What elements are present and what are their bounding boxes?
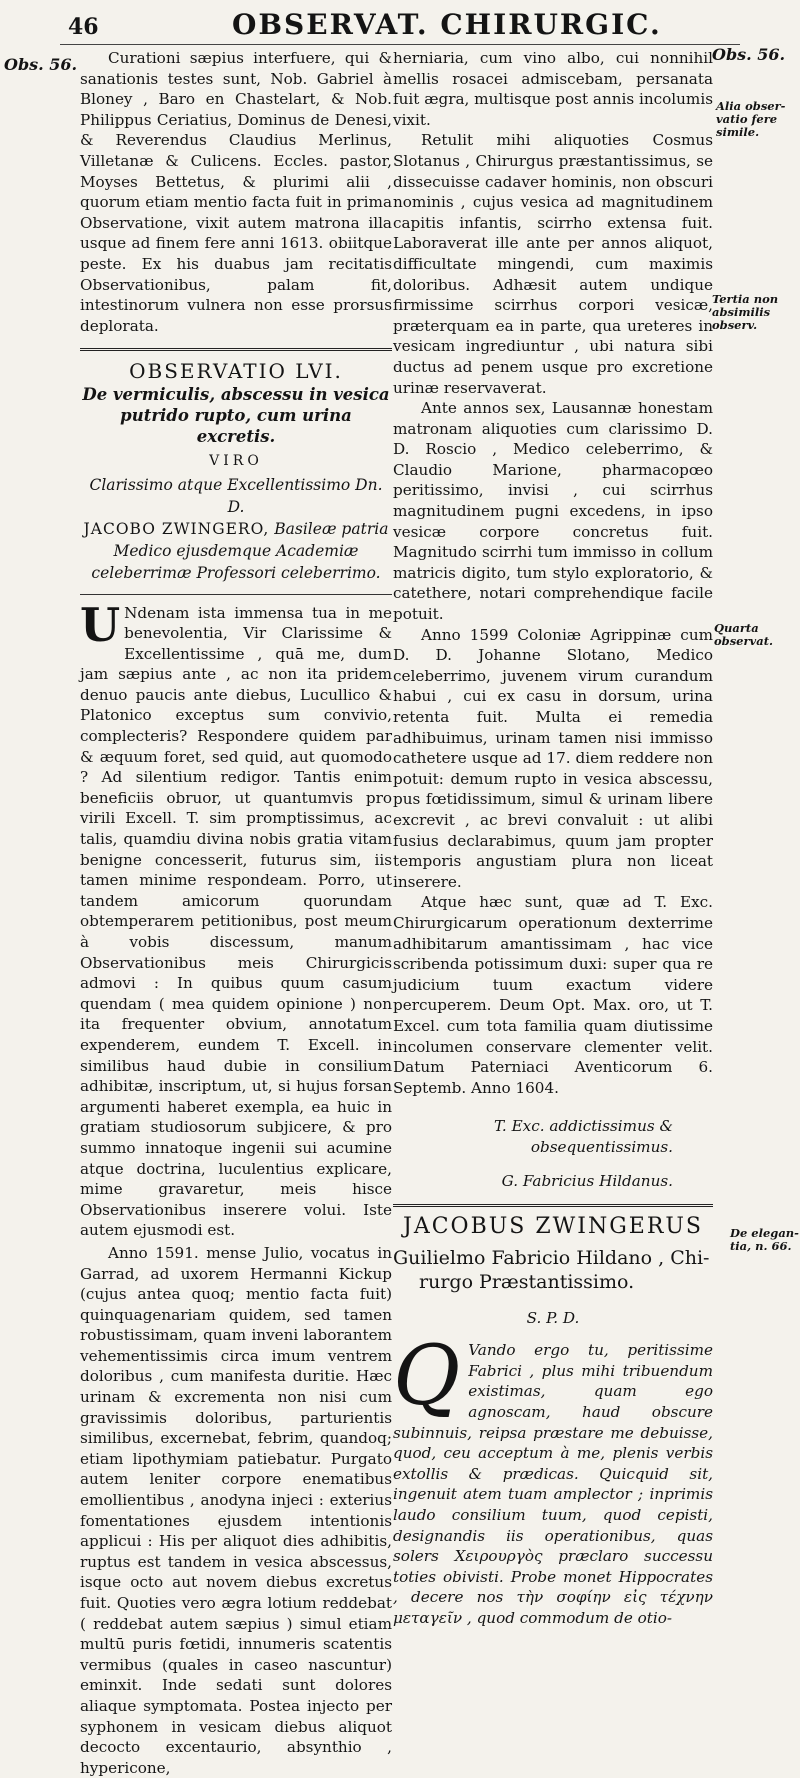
right-paragraph-6	[393, 1329, 713, 1628]
margin-note-alia-observatio: Alia obser- vatio fere simile.	[716, 99, 786, 139]
reply-addressee	[393, 1246, 713, 1294]
left-paragraph-3: Anno 1591. mense Julio, vocatus in Garrad, ad uxorem Hermanni Kickup (cujus antea quoq; mentio facta fuit) quinquagenariam quidem, sed tamen robustissimam, quam inveni laborantem vehementissimis circa imum ventrem doloribus , cum manifesta duritie. Hæc urinam & excrementa non nisi cum gravissimis doloribus, parturientis similibus, excernebat, febrim, quandoq; etiam lipothymiam patiebatur. Purgato autem leniter corpore enematibus emollientibus , anodyna injeci : exterius fomentationes ejusdem intentionis applicui : His per aliquot dies adhibitis, ruptus est tandem in vesica abscessus, isque octo aut novem diebus excretus fuit. Quoties vero ægra lotium reddebat ( reddebat autem sæpius ) simul etiam multū puris fœtidi, innumeris scatentis vermibus (quales in caseo nascuntur) eminxit. Inde sedati sunt dolores aliaque symptomata. Postea injecto per syphonem in vesicam diebus aliquot decocto excentaurio, absynthio , hypericone,	[80, 1243, 392, 1777]
dedication-line-1: Clarissimo atque Excellentissimo Dn. D.	[89, 475, 383, 516]
margin-note-tertia: Tertia non absimilis observ.	[712, 292, 779, 332]
letter-closing: T. Exc. addictissimus & obsequentissimus.	[494, 1117, 673, 1156]
right-paragraph-2: Retulit mihi aliquoties Cosmus Slotanus , Chirurgus præstantissimus, se dissecuisse cadaver hominis, non obscuri nominis , cujus vesica ad magnitudinem capitis infantis, scirrho extensa fuit. Laboraverat ille ante per annos aliquot, difficultate mingendi, cum maximis doloribus. Adhæsit autem undique firmissime scirrhus corpori vesicæ, præterquam ea in parte, qua ureteres in vesicam ingrediuntur , ubi natura sibi ductus ad penem usque pro excretione urinæ reservaverat.	[393, 131, 713, 397]
margin-note-de-elegantia: De elegan- tia, n. 66.	[730, 1226, 799, 1253]
right-paragraph-5: Atque hæc sunt, quæ ad T. Exc. Chirurgicarum operationum dexterrime adhibitarum amantissimam , hac vice scribenda potissimum duxi: super qua re judicium tuum exactum videre percuperem. Deum Opt. Max. oro, ut T. Excel. cum tota familia quam diutissime incolumen conservare clementer velit. Datum Paterniaci Aventicorum 6. Septemb. Anno 1604.	[393, 893, 713, 1097]
right-paragraph-4: Anno 1599 Coloniæ Agrippinæ cum D. D. Johanne Slotano, Medico celeberrimo, juvenem virum curandum habui , cui ex casu in dorsum, urina retenta fuit. Multa ei remedia adhibuimus, urinam tamen nisi immisso cathetere usque ad 17. diem reddere non potuit: demum rupto in vesica abscessu, pus fœtidissimum, simul & urinam libere excrevit , ac brevi convaluit : ut alibi fusius declarabimus, quum jam propter temporis angustiam plura non liceat inserere.	[393, 625, 713, 891]
left-paragraph-2-text: Ndenam ista immensa tua in me benevolentia, Vir Clarissime & Excellentissime , quā me, dum jam sæpius ante , ac non ita pridem denuo paucis ante diebus, Lucullico & Platonico exceptus sum convivio, complecteris? Respondere quidem par & æquum foret, sed quid, aut quomodo ? Ad silentium redigor. Tantis enim beneficiis obruor, ut quantumvis pro virili Excell. T. sim promptissimus, ac talis, quamdiu divina nobis gratia vitam benigne concesserit, futurus sim, iis tamen minime respondeam. Porro, ut tandem amicorum quorundam obtemperarem petitionibus, post meum à vobis discessum, manum Observationibus meis Chirurgicis admovi : In quibus quum casum quendam ( mea quidem opinione ) non ita frequenter obvium, annotatum expenderem, eundem T. Excell. in similibus haud dubie in consilium adhibitæ, inscriptum, ut, si hujus forsan argumenti haberet exempla, ea huic in gratiam studiosorum subjicere, & pro summo innatoque ingenii sui acumine atque doctrina, luculentius explicare, mime gravaretur, meis hisce Observationibus inserere volui. Iste autem ejusmodi est.	[80, 603, 392, 1240]
right-paragraph-1: herniaria, cum vino albo, cui nonnihil mellis rosacei admiscebam, persanata fuit ægra, multisque post annis incolumis vixit.	[393, 49, 713, 129]
right-column	[393, 48, 713, 1629]
dedication-block	[80, 474, 392, 584]
right-paragraph-6-text: Vando ergo tu, peritissime Fabrici , plus mihi tribuendum existimas, quam ego agnoscam, haud obscure subinnuis, reipsa præstare me debuisse, quod, ceu acceptum à me, plenis verbis extollis & prædicas. Quicquid sit, ingenuit atem tuam amplector ; inprimis laudo consilium tuum, quod cepisti, designandis iis operationibus, quas solers Χειρουργὸς præclaro successu toties obivisti. Probe monet Hippocrates , decere nos τὴν σοφίην εἰς τέχνην μεταγεῖν , quod commodum de otio-	[393, 1341, 713, 1627]
margin-note-obs-left: Obs. 56.	[4, 55, 78, 74]
margin-note-quarta: Quarta observat.	[714, 621, 774, 648]
addressee-name: Guilielmo Fabricio Hildano , Chi-	[393, 1246, 710, 1269]
left-paragraph-1: Curationi sæpius interfuere, qui & sanationis testes sunt, Nob. Gabriel à Bloney , Baro en Chastelart, & Nob. Philippus Ceriatius, Dominus de Denesi, & Reverendus Claudius Merlinus, Villetanæ & Culicens. Eccles. pastor, Moyses Bettetus, & plurimi alii , quorum etiam mentio facta fuit in prima Observatione, vixit autem matrona illa usque ad finem fere anni 1613. obiitque peste. Ex his duabus jam recitatis Observationibus, palam fit, intestinorum vulnera non esse prorsus deplorata.	[80, 49, 392, 335]
dropcap-u: U	[80, 597, 121, 652]
letter-signature: G. Fabricius Hildanus.	[501, 1172, 673, 1191]
observation-title: OBSERVATIO LVI.	[129, 359, 343, 384]
left-paragraph-2	[80, 597, 392, 1241]
page-number: 46	[68, 14, 99, 40]
reply-heading: JACOBUS ZWINGERUS	[403, 1214, 703, 1240]
running-title: OBSERVAT. CHIRURGIC.	[232, 8, 662, 41]
section-divider	[80, 348, 392, 351]
dedication-rule	[80, 594, 392, 595]
addressee-rest: rurgo Præstantissimo.	[419, 1270, 635, 1293]
header-rule	[60, 44, 740, 45]
left-column	[80, 48, 392, 1778]
dedication-rest: Basileæ patria Medico ejusdemque Academiæ celeberrimæ Professori celeberrimo.	[91, 519, 389, 582]
observation-subtitle: De vermiculis, abscessu in vesica putrido rupto, cum urina excretis.	[82, 384, 390, 446]
dropcap-q: Q	[393, 1329, 461, 1425]
dedication-viro: VIRO	[209, 452, 263, 469]
dedication-name: JACOBO ZWINGERO,	[83, 519, 270, 538]
right-paragraph-3: Ante annos sex, Lausannæ honestam matronam aliquoties cum clarissimo D. D. Roscio , Medico celeberrimo, & Claudio Marione, pharmacopœo peritissimo, invisi , cui scirrhus magnitudinem pugni excedens, in ipso vesicæ corpore concretus fuit. Magnitudo scirrhi tum immisso in collum matricis digito, tum stylo exploratorio, & catethere, notari comprehendique facile potuit.	[393, 399, 713, 624]
margin-note-obs-right: Obs. 56.	[712, 45, 786, 64]
reply-divider	[393, 1204, 713, 1207]
salutation-spd: S. P. D.	[526, 1308, 580, 1327]
